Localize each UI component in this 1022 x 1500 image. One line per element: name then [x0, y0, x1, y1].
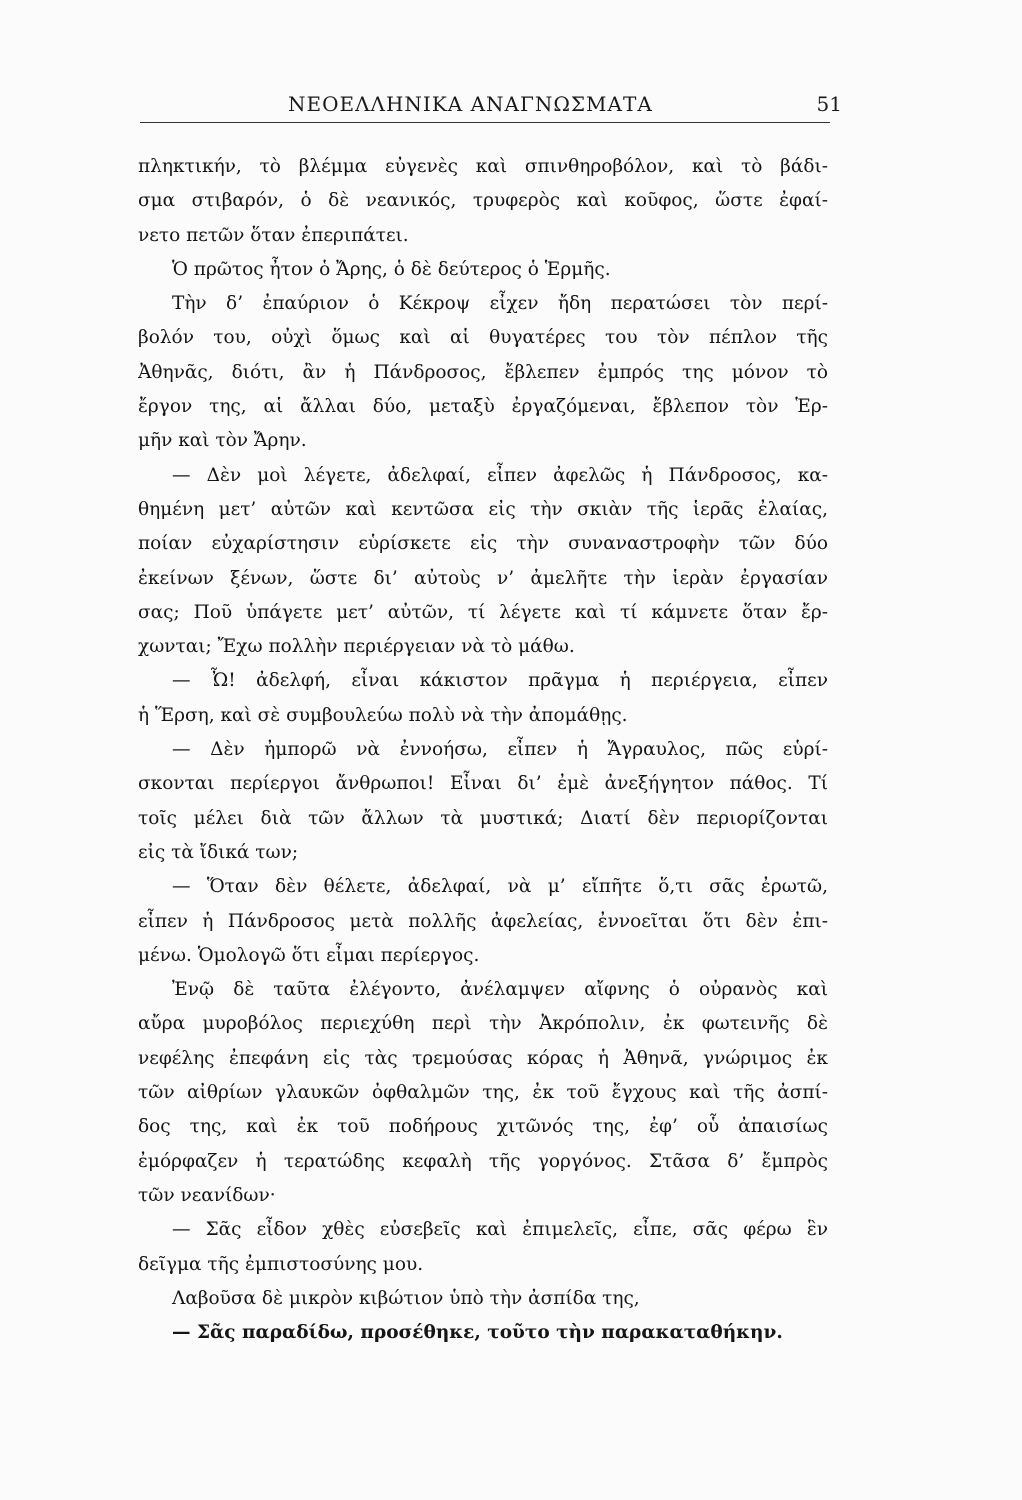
text-line: — Δὲν ἠμπορῶ νὰ ἐννοήσω, εἶπεν ἡ Ἄγραυλος, πῶς εὑρί- — [172, 739, 828, 761]
text-line: — Σᾶς παραδίδω, προσέθηκε, τοῦτο τὴν παρακαταθήκην. — [172, 1322, 783, 1344]
text-line: ἔργον της, αἱ ἄλλαι δύο, μεταξὺ ἐργαζόμεναι, ἔβλεπον τὸν Ἑρ- — [138, 396, 828, 418]
text-line: — Ὅταν δὲν θέλετε, ἀδελφαί, νὰ μ’ εἴπῆτε ὅ,τι σᾶς ἐρωτῶ, — [172, 876, 828, 898]
text-line: σκονται περίεργοι ἄνθρωποι! Εἶναι δι’ ἐμὲ ἀνεξήγητον πάθος. Τί — [138, 773, 828, 795]
text-line: ποίαν εὐχαρίστησιν εὑρίσκετε εἰς τὴν συναναστροφὴν τῶν δύο — [138, 533, 828, 555]
text-line: αὔρα μυροβόλος περιεχύθη περὶ τὴν Ἀκρόπολιν, ἐκ φωτεινῆς δὲ — [138, 1013, 828, 1035]
text-line: — Ὦ! ἀδελφή, εἶναι κάκιστον πρᾶγμα ἡ περιέργεια, εἶπεν — [172, 670, 828, 692]
text-line: ἐκείνων ξένων, ὥστε δι’ αὐτοὺς ν’ ἀμελῆτε τὴν ἱερὰν ἐργασίαν — [138, 567, 828, 589]
text-line: — Δὲν μοὶ λέγετε, ἀδελφαί, εἶπεν ἀφελῶς ἡ Πάνδροσος, κα- — [172, 464, 828, 486]
text-line: νετο πετῶν ὅταν ἐπεριπάτει. — [138, 224, 409, 246]
page-number: 51 — [816, 92, 842, 116]
text-line: μῆν καὶ τὸν Ἄρην. — [138, 430, 307, 452]
text-line: Τὴν δ’ ἐπαύριον ὁ Κέκροψ εἶχεν ἤδη περατώσει τὸν περί- — [172, 293, 828, 315]
text-line: ἡ Ἕρση, καὶ σὲ συμβουλεύω πολὺ νὰ τὴν ἀπομάθῃς. — [138, 704, 628, 726]
text-line: Λαβοῦσα δὲ μικρὸν κιβώτιον ὑπὸ τὴν ἀσπίδα της, — [172, 1287, 640, 1309]
text-line: Ἀθηνᾶς, διότι, ἂν ἡ Πάνδροσος, ἔβλεπεν ἐμπρός της μόνον τὸ — [138, 361, 828, 383]
body-text — [138, 150, 828, 1350]
text-line: — Σᾶς εἶδον χθὲς εὐσεβεῖς καὶ ἐπιμελεῖς, εἶπε, σᾶς φέρω ἓν — [172, 1219, 828, 1241]
text-line: δεῖγμα τῆς ἐμπιστοσύνης μου. — [138, 1253, 424, 1275]
text-line: θημένη μετ’ αὐτῶν καὶ κεντῶσα εἰς τὴν σκιὰν τῆς ἱερᾶς ἐλαίας, — [138, 498, 828, 520]
text-line: σας; Ποῦ ὑπάγετε μετ’ αὐτῶν, τί λέγετε καὶ τί κάμνετε ὅταν ἔρ- — [138, 601, 828, 623]
text-line: Ὁ πρῶτος ἦτον ὁ Ἄρης, ὁ δὲ δεύτερος ὁ Ἑρμῆς. — [172, 258, 611, 280]
running-header — [140, 92, 842, 123]
text-line: τῶν αἰθρίων γλαυκῶν ὀφθαλμῶν της, ἐκ τοῦ ἔγχους καὶ τῆς ἀσπί- — [138, 1082, 828, 1104]
text-line: εἶπεν ἡ Πάνδροσος μετὰ πολλῆς ἀφελείας, ἐννοεῖται ὅτι δὲν ἐπι- — [138, 910, 828, 932]
text-line: χωνται; Ἔχω πολλὴν περιέργειαν νὰ τὸ μάθω. — [138, 636, 575, 658]
text-line: ἐμόρφαζεν ἡ τερατώδης κεφαλὴ τῆς γοργόνος. Στᾶσα δ’ ἔμπρὸς — [138, 1150, 828, 1172]
text-line: τῶν νεανίδων· — [138, 1184, 276, 1206]
text-line: δος της, καὶ ἐκ τοῦ ποδήρους χιτῶνός της, ἐφ’ οὗ ἀπαισίως — [138, 1116, 828, 1138]
text-line: πληκτικήν, τὸ βλέμμα εὐγενὲς καὶ σπινθηροβόλον, καὶ τὸ βάδι- — [138, 156, 828, 177]
text-line: μένω. Ὁμολογῶ ὅτι εἶμαι περίεργος. — [138, 944, 480, 966]
text-line: βολόν του, οὐχὶ ὅμως καὶ αἱ θυγατέρες του τὸν πέπλον τῆς — [138, 327, 828, 349]
header-title: ΝΕΟΕΛΛΗΝΙΚΑ ΑΝΑΓΝΩΣΜΑΤΑ — [288, 92, 653, 116]
text-line: σμα στιβαρόν, ὁ δὲ νεανικός, τρυφερὸς καὶ κοῦφος, ὥστε ἐφαί- — [138, 190, 828, 212]
text-line: Ἐνῷ δὲ ταῦτα ἐλέγοντο, ἀνέλαμψεν αἴφνης ὁ οὐρανὸς καὶ — [172, 979, 828, 1001]
text-line: εἰς τὰ ἴδικά των; — [138, 841, 299, 863]
text-line: νεφέλης ἐπεφάνη εἰς τὰς τρεμούσας κόρας ἡ Ἀθηνᾶ, γνώριμος ἐκ — [138, 1047, 828, 1069]
text-line: τοῖς μέλει διὰ τῶν ἄλλων τὰ μυστικά; Διατί δὲν περιορίζονται — [138, 807, 828, 829]
